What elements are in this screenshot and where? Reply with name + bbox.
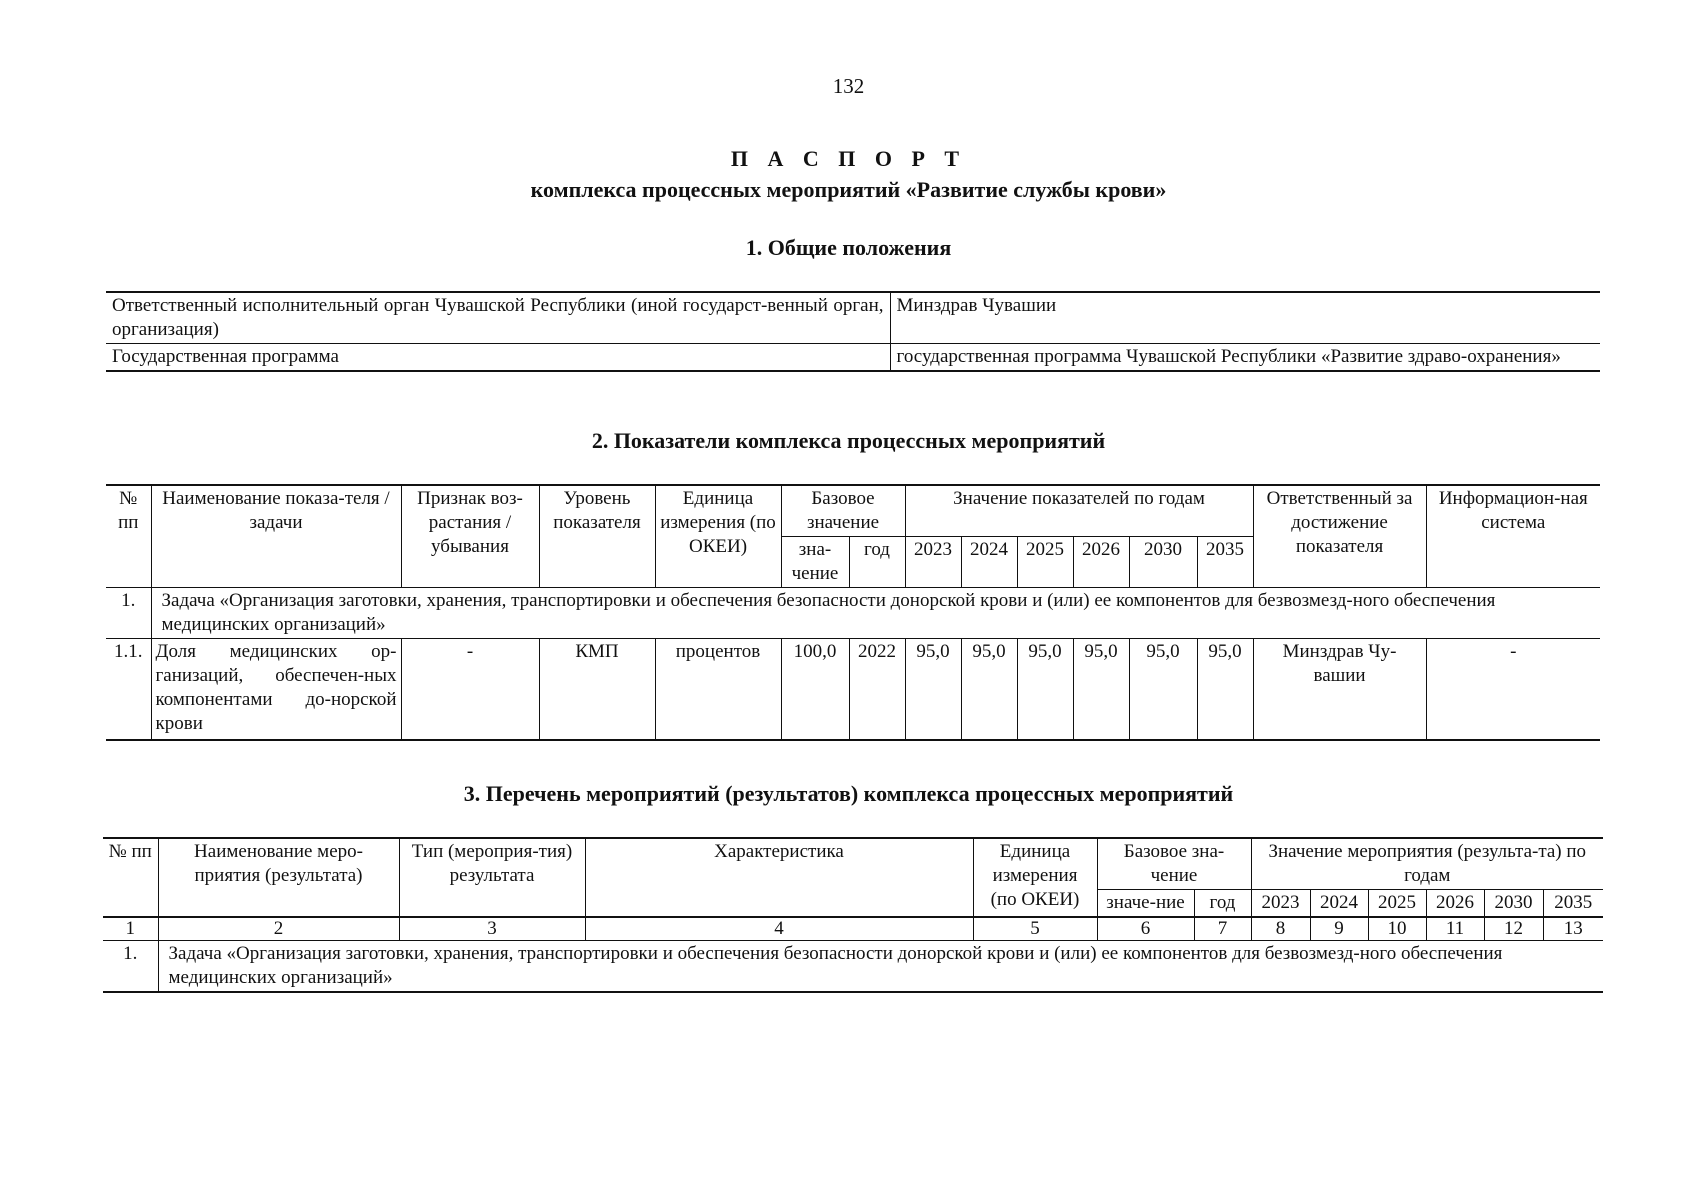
indicator-value: 95,0 — [905, 639, 961, 740]
column-number: 7 — [1194, 917, 1251, 941]
header-year: 2024 — [1310, 890, 1368, 918]
header-num: № пп — [106, 485, 151, 588]
header-trend: Признак воз-растания / убывания — [401, 485, 539, 588]
column-number: 11 — [1426, 917, 1484, 941]
header-base-year: год — [849, 537, 905, 588]
page-number: 132 — [832, 74, 865, 98]
header-base: Базовое зна-чение — [1097, 838, 1251, 890]
header-characteristic: Характеристика — [585, 838, 973, 917]
column-number: 3 — [399, 917, 585, 941]
header-row — [103, 838, 1603, 890]
section-heading-general: 1. Общие положения — [745, 235, 952, 260]
header-year: 2026 — [1426, 890, 1484, 918]
table-row — [106, 639, 1600, 740]
column-number: 13 — [1543, 917, 1603, 941]
header-year: 2023 — [905, 537, 961, 588]
section-heading-activities: 3. Перечень мероприятий (результатов) комплекса процессных мероприятий — [463, 781, 1234, 806]
indicator-value: 95,0 — [1129, 639, 1197, 740]
task-row — [103, 941, 1603, 993]
header-year: 2035 — [1197, 537, 1253, 588]
header-base: Базовое значение — [781, 485, 905, 537]
section-heading-indicators: 2. Показатели комплекса процессных мероприятий — [591, 428, 1106, 453]
indicator-value: 95,0 — [1073, 639, 1129, 740]
indicator-value: 95,0 — [961, 639, 1017, 740]
indicator-responsible: Минздрав Чу-вашии — [1253, 639, 1426, 740]
header-info-system: Информацион-ная система — [1426, 485, 1600, 588]
indicator-level: КМП — [539, 639, 655, 740]
indicators-table — [106, 484, 1600, 741]
header-level: Уровень показателя — [539, 485, 655, 588]
header-base-year: год — [1194, 890, 1251, 918]
header-year: 2023 — [1251, 890, 1310, 918]
responsible-body-label: Ответственный исполнительный орган Чувашской Республики (иной государст-венный орган, организация) — [106, 292, 890, 344]
column-number: 1 — [103, 917, 158, 941]
header-values-by-year: Значение показателей по годам — [905, 485, 1253, 537]
header-year: 2024 — [961, 537, 1017, 588]
header-year: 2025 — [1368, 890, 1426, 918]
header-year: 2026 — [1073, 537, 1129, 588]
task-num: 1. — [106, 588, 151, 639]
header-unit: Единица измерения (по ОКЕИ) — [973, 838, 1097, 917]
indicator-name: Доля медицинских ор-ганизаций, обеспечен-ных компонентами до-норской крови — [151, 639, 401, 740]
header-year: 2025 — [1017, 537, 1073, 588]
general-provisions-table — [106, 291, 1600, 372]
activities-table — [103, 837, 1603, 993]
indicator-value: 95,0 — [1197, 639, 1253, 740]
passport-subtitle: комплекса процессных мероприятий «Развитие службы крови» — [530, 177, 1167, 202]
state-program-value: государственная программа Чувашской Республики «Развитие здраво-охранения» — [890, 344, 1600, 372]
indicator-base-value: 100,0 — [781, 639, 849, 740]
header-responsible: Ответственный за достижение показателя — [1253, 485, 1426, 588]
column-number: 12 — [1484, 917, 1543, 941]
state-program-label: Государственная программа — [106, 344, 890, 372]
header-base-value: значе-ние — [1097, 890, 1194, 918]
header-unit: Единица измерения (по ОКЕИ) — [655, 485, 781, 588]
indicator-base-year: 2022 — [849, 639, 905, 740]
header-row — [106, 485, 1600, 537]
indicator-unit: процентов — [655, 639, 781, 740]
column-number: 10 — [1368, 917, 1426, 941]
task-row — [106, 588, 1600, 639]
passport-title: П А С П О Р Т — [730, 146, 967, 171]
task-num: 1. — [103, 941, 158, 993]
header-base-value: зна-чение — [781, 537, 849, 588]
indicator-trend: - — [401, 639, 539, 740]
header-year: 2030 — [1129, 537, 1197, 588]
table-row — [106, 292, 1600, 344]
header-num: № пп — [103, 838, 158, 917]
header-type: Тип (мероприя-тия) результата — [399, 838, 585, 917]
column-number: 5 — [973, 917, 1097, 941]
header-name: Наименование показа-теля / задачи — [151, 485, 401, 588]
task-text: Задача «Организация заготовки, хранения, транспортировки и обеспечения безопасности донорской крови и (или) ее компонентов для безвозмезд-ного обеспечения медицинских организаций» — [158, 941, 1603, 993]
table-row — [106, 344, 1600, 372]
responsible-body-value: Минздрав Чувашии — [890, 292, 1600, 344]
column-number: 4 — [585, 917, 973, 941]
column-number: 9 — [1310, 917, 1368, 941]
column-number: 6 — [1097, 917, 1194, 941]
header-year: 2030 — [1484, 890, 1543, 918]
column-number: 8 — [1251, 917, 1310, 941]
header-values-by-year: Значение мероприятия (результа-та) по годам — [1251, 838, 1603, 890]
header-name: Наименование меро-приятия (результата) — [158, 838, 399, 917]
indicator-value: 95,0 — [1017, 639, 1073, 740]
indicator-info-system: - — [1426, 639, 1600, 740]
column-numbers-row — [103, 917, 1603, 941]
task-text: Задача «Организация заготовки, хранения, транспортировки и обеспечения безопасности донорской крови и (или) ее компонентов для безвозмезд-ного обеспечения медицинских организаций» — [151, 588, 1600, 639]
row-num: 1.1. — [106, 639, 151, 740]
column-number: 2 — [158, 917, 399, 941]
header-year: 2035 — [1543, 890, 1603, 918]
